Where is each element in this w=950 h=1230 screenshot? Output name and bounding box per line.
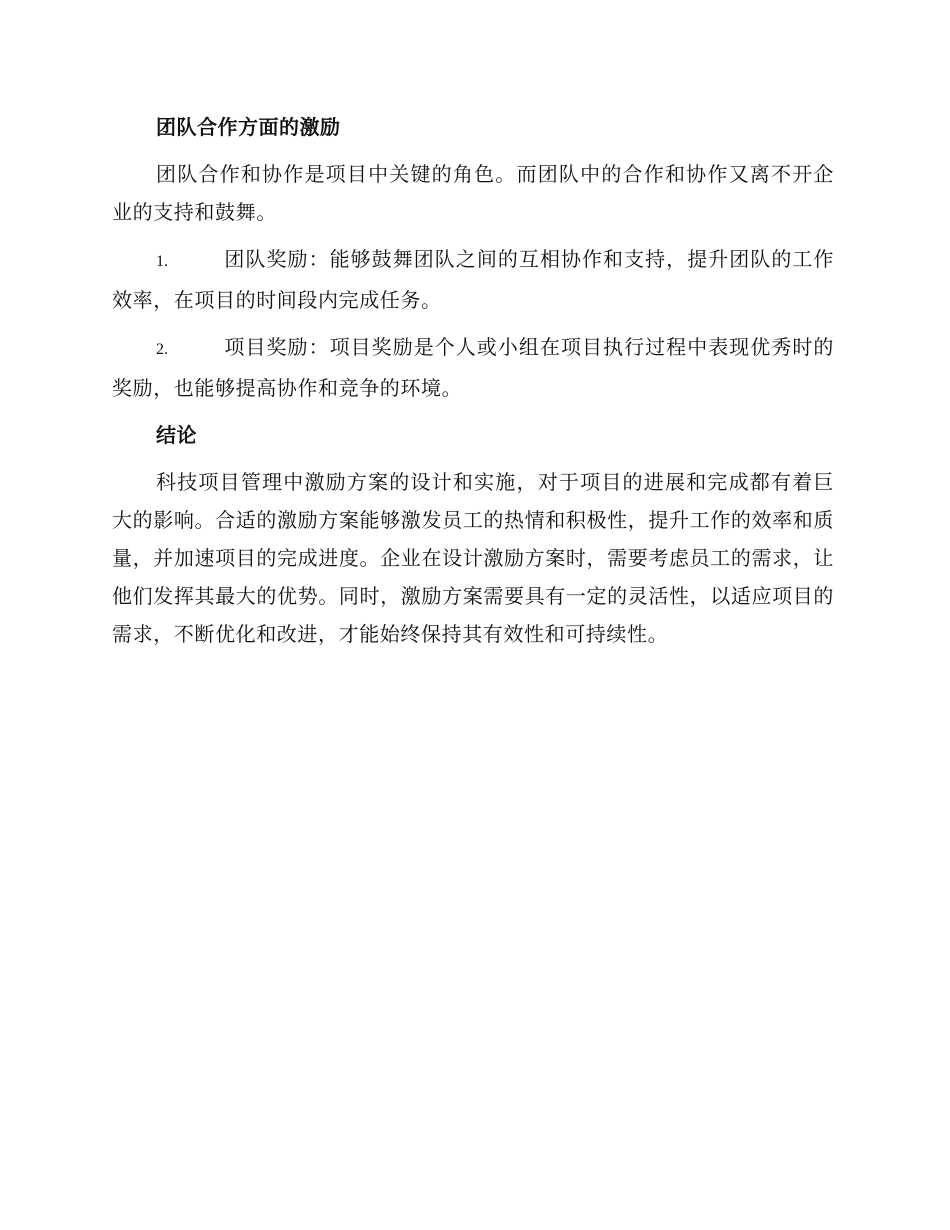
list-item [112, 328, 834, 407]
document-content [112, 108, 834, 662]
section-intro-paragraph: 团队合作和协作是项目中关键的角色。而团队中的合作和协作又离不开企业的支持和鼓舞。 [112, 162, 834, 224]
list-item-number: 2. [156, 341, 168, 358]
conclusion-paragraph: 科技项目管理中激励方案的设计和实施，对于项目的进展和完成都有着巨大的影响。合适的激励方案能够激发员工的热情和积极性，提升工作的效率和质量，并加速项目的完成进度。企业在设计激励方案时，需要考虑员工的需求，让他们发挥其最大的优势。同时，激励方案需要具有一定的灵活性，以适应项目的需求，不断优化和改进，才能始终保持其有效性和可持续性。 [112, 470, 834, 646]
list-item [112, 240, 834, 319]
section-heading-conclusion: 结论 [156, 423, 197, 447]
section-heading-team-incentives: 团队合作方面的激励 [156, 115, 341, 139]
list-item-text: 团队奖励：能够鼓舞团队之间的互相协作和支持，提升团队的工作效率，在项目的时间段内完成任务。 [112, 247, 834, 312]
list-item-text: 项目奖励：项目奖励是个人或小组在项目执行过程中表现优秀时的奖励，也能够提高协作和竞争的环境。 [112, 335, 834, 400]
list-item-number: 1. [156, 253, 168, 270]
